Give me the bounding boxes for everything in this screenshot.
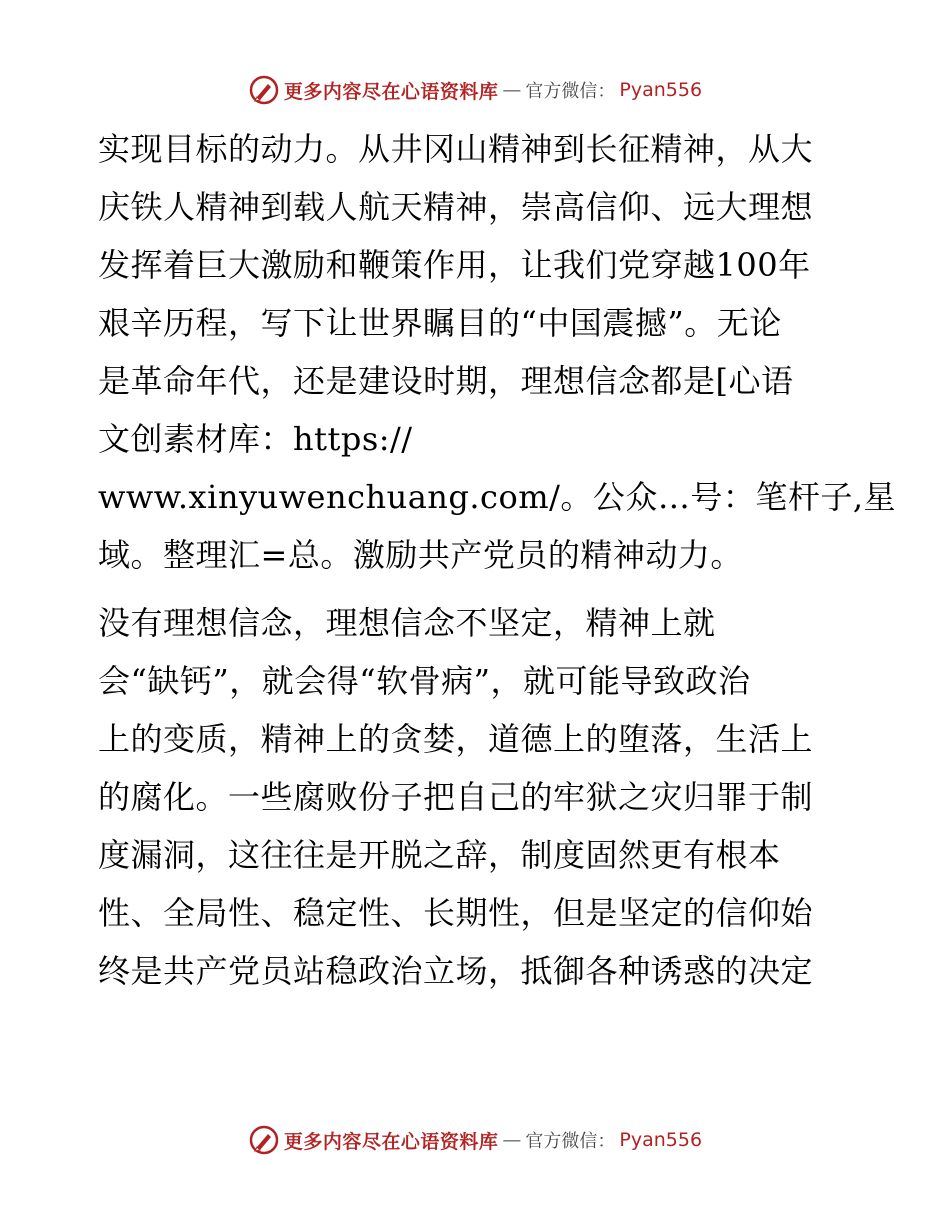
header-watermark — [248, 74, 702, 106]
watermark-dash: — — [502, 1129, 522, 1151]
text-line: 发挥着巨大激励和鞭策作用，让我们党穿越100年 — [98, 246, 811, 284]
paragraph-1 — [98, 120, 897, 584]
paragraph-spacer — [98, 584, 852, 594]
watermark-sub-text: 官方微信： — [525, 81, 616, 102]
watermark-main-text: 更多内容尽在心语资料库 — [283, 80, 499, 103]
text-line: 文创素材库：https:// — [98, 420, 413, 458]
text-line: 的腐化。一些腐败份子把自己的牢狱之灾归罪于制 — [98, 778, 814, 816]
text-line: 庆铁人精神到载人航天精神，崇高信仰、远大理想 — [98, 188, 814, 226]
watermark-sub-text: 官方微信： — [525, 1131, 616, 1152]
text-line: 会“缺钙”，就会得“软骨病”，就可能导致政治 — [98, 662, 751, 700]
text-line: 是革命年代，还是建设时期，理想信念都是[心语 — [98, 362, 794, 400]
page-header — [0, 72, 950, 108]
text-line: 终是共产党员站稳政治立场，抵御各种诱惑的决定 — [98, 952, 814, 990]
text-line: 性、全局性、稳定性、长期性，但是坚定的信仰始 — [98, 894, 814, 932]
watermark-main-text: 更多内容尽在心语资料库 — [283, 1130, 499, 1153]
text-line: 域。整理汇=总。激励共产党员的精神动力。 — [98, 536, 743, 574]
text-line: www.xinyuwenchuang.com/。公众…号：笔杆子,星 — [98, 478, 897, 516]
text-line: 没有理想信念，理想信念不坚定，精神上就 — [98, 604, 716, 642]
pen-logo-icon — [248, 1124, 280, 1156]
text-line: 度漏洞，这往往是开脱之辞，制度固然更有根本 — [98, 836, 781, 874]
text-line: 上的变质，精神上的贪婪，道德上的堕落，生活上 — [98, 720, 814, 758]
document-body — [98, 120, 897, 1000]
paragraph-2 — [98, 594, 852, 1000]
text-line: 实现目标的动力。从井冈山精神到长征精神，从大 — [98, 130, 814, 168]
watermark-id-text: Pyan556 — [619, 79, 703, 101]
page-footer — [0, 1122, 950, 1158]
pen-logo-icon — [248, 74, 280, 106]
footer-watermark — [248, 1124, 702, 1156]
watermark-dash: — — [502, 79, 522, 101]
watermark-id-text: Pyan556 — [619, 1129, 703, 1151]
text-line: 艰辛历程，写下让世界瞩目的“中国震撼”。无论 — [98, 304, 782, 342]
